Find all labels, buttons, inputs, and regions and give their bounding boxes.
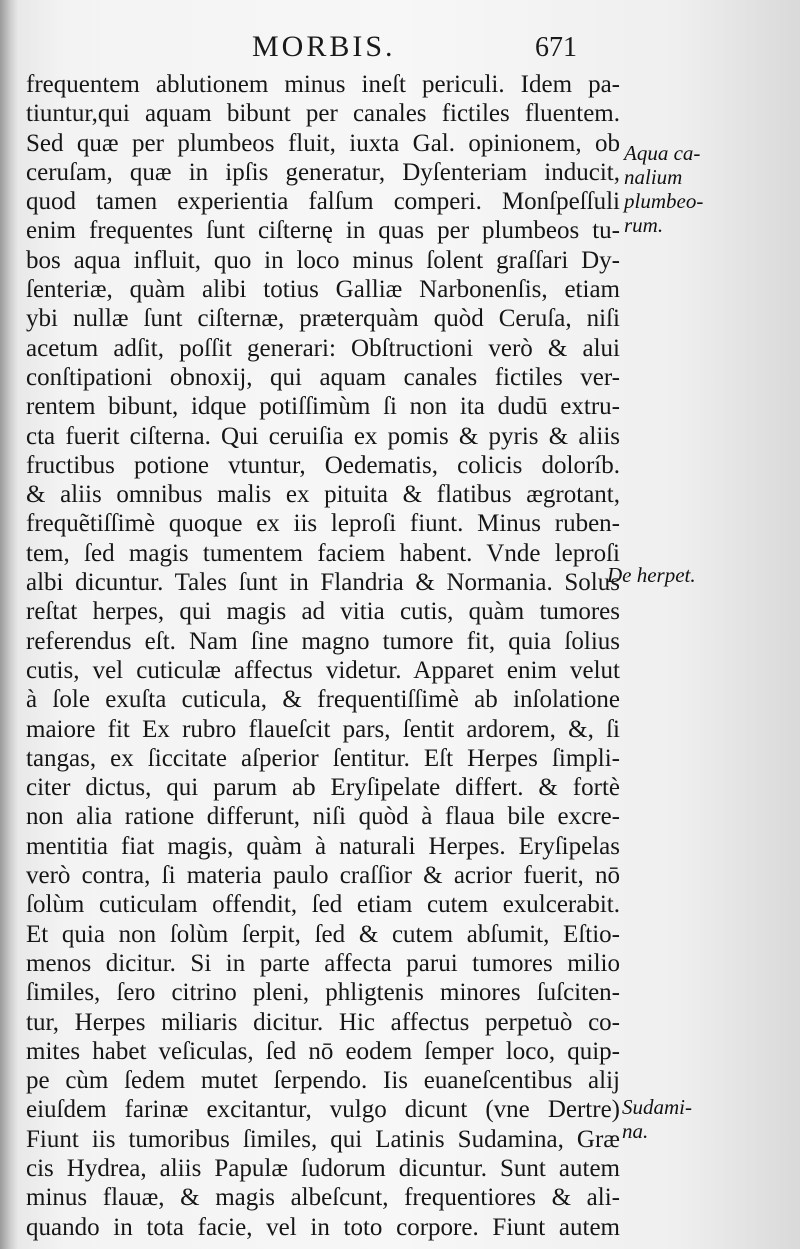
- text-line: quod tamen experientia falſum comperi. Monſpeſſuli: [26, 188, 620, 216]
- text-line: ſimiles, ſero citrino pleni, phligtenis minores ſuſciten-: [26, 979, 620, 1007]
- text-line: mentitia fiat magis, quàm à naturali Herpes. Eryſipelas: [26, 832, 620, 860]
- running-title: MORBIS.: [252, 30, 396, 63]
- margin-note-line: rum.: [624, 213, 664, 237]
- margin-note-line: na.: [622, 1119, 649, 1143]
- text-line: conſtipationi obnoxij, qui aquam canales fictiles ver-: [26, 363, 620, 391]
- page-number: 671: [535, 32, 577, 63]
- margin-note-line: Sudami-: [622, 1095, 692, 1119]
- margin-note-line: nalium: [624, 165, 683, 189]
- text-line: reſtat herpes, qui magis ad vitia cutis, quàm tumores: [26, 598, 620, 626]
- text-line: Fiunt iis tumoribus ſimiles, qui Latinis Sudamina, Græ: [26, 1125, 620, 1153]
- margin-note-aqua-canalium: [624, 141, 703, 237]
- margin-note-de-herpete: [607, 563, 696, 587]
- text-line: minus flauæ, & magis albeſcunt, frequentiores & ali-: [26, 1184, 620, 1212]
- text-line: rentem bibunt, idque potiſſimùm ſi non ita dudū extru-: [26, 393, 620, 421]
- page-header: [0, 30, 800, 70]
- text-line: cta fuerit ciſterna. Qui ceruiſia ex pomis & pyris & aliis: [26, 422, 620, 450]
- text-line: frequẽtiſſimè quoque ex iis leproſi fiunt. Minus ruben-: [26, 510, 620, 538]
- text-line: tem, ſed magis tumentem faciem habent. Vnde leproſi: [26, 539, 620, 567]
- margin-note-line: plumbeo-: [624, 189, 704, 213]
- text-line: bos aqua influit, quo in loco minus ſolent graſſari Dy-: [26, 246, 620, 274]
- text-line: tiuntur,qui aquam bibunt per canales fictiles fluentem.: [26, 100, 620, 128]
- text-line: acetum adſit, poſſit generari: Obſtructioni verò & alui: [26, 334, 620, 362]
- text-line: cutis, vel cuticulæ affectus videtur. Apparet enim velut: [26, 656, 620, 684]
- text-line: ſenteriæ, quàm alibi totius Galliæ Narbonenſis, etiam: [26, 276, 620, 304]
- text-line: Sed quæ per plumbeos fluit, iuxta Gal. opinionem, ob: [26, 129, 620, 157]
- margin-note-line: De herpet.: [607, 563, 696, 587]
- gutter-shadow: [0, 0, 18, 1249]
- text-line: maiore fit Ex rubro flaueſcit pars, ſentit ardorem, &, ſi: [26, 715, 620, 743]
- text-line: cis Hydrea, aliis Papulæ ſudorum dicuntur. Sunt autem: [26, 1154, 620, 1182]
- text-line: citer dictus, qui parum ab Eryſipelate differt. & fortè: [26, 774, 620, 802]
- text-line: à ſole exuſta cuticula, & frequentiſſimè ab inſolatione: [26, 686, 620, 714]
- text-line: mites habet veſiculas, ſed nō eodem ſemper loco, quip-: [26, 1037, 620, 1065]
- margin-note-line: Aqua ca-: [624, 141, 701, 165]
- body-text: [26, 70, 620, 1242]
- text-line: fructibus potione vtuntur, Oedematis, colicis doloríb.: [26, 451, 620, 479]
- text-line: verò contra, ſi materia paulo craſſior & acrior fuerit, nō: [26, 862, 620, 890]
- text-line: enim frequentes ſunt ciſternę in quas per plumbeos tu-: [26, 217, 620, 245]
- text-line: albi dicuntur. Tales ſunt in Flandria & Normania. Solus: [26, 569, 620, 597]
- text-line: referendus eſt. Nam ſine magno tumore fit, quia ſolius: [26, 627, 620, 655]
- text-line: quando in tota facie, vel in toto corpore. Fiunt autem: [26, 1213, 620, 1241]
- text-line: tangas, ex ſiccitate aſperior ſentitur. Eſt Herpes ſimpli-: [26, 744, 620, 772]
- text-line: non alia ratione differunt, niſi quòd à flaua bile excre-: [26, 803, 620, 831]
- text-line: eiuſdem farinæ excitantur, vulgo dicunt (vne Dertre): [26, 1096, 620, 1124]
- text-line: menos dicitur. Si in parte affecta parui tumores milio: [26, 949, 620, 977]
- text-line: & aliis omnibus malis ex pituita & flatibus ægrotant,: [26, 481, 620, 509]
- text-line: tur, Herpes miliaris dicitur. Hic affectus perpetuò co-: [26, 1008, 620, 1036]
- text-line: ſolùm cuticulam offendit, ſed etiam cutem exulcerabit.: [26, 891, 620, 919]
- text-line: ybi nullæ ſunt ciſternæ, præterquàm quòd Ceruſa, niſi: [26, 305, 620, 333]
- text-line: ceruſam, quæ in ipſis generatur, Dyſenteriam inducit,: [26, 158, 620, 186]
- text-line: pe cùm ſedem mutet ſerpendo. Iis euaneſcentibus alij: [26, 1067, 620, 1095]
- text-line: frequentem ablutionem minus ineſt periculi. Idem pa-: [26, 71, 620, 98]
- margin-note-sudamina: [622, 1095, 692, 1143]
- text-line: Et quia non ſolùm ſerpit, ſed & cutem abſumit, Eſtio-: [26, 920, 620, 948]
